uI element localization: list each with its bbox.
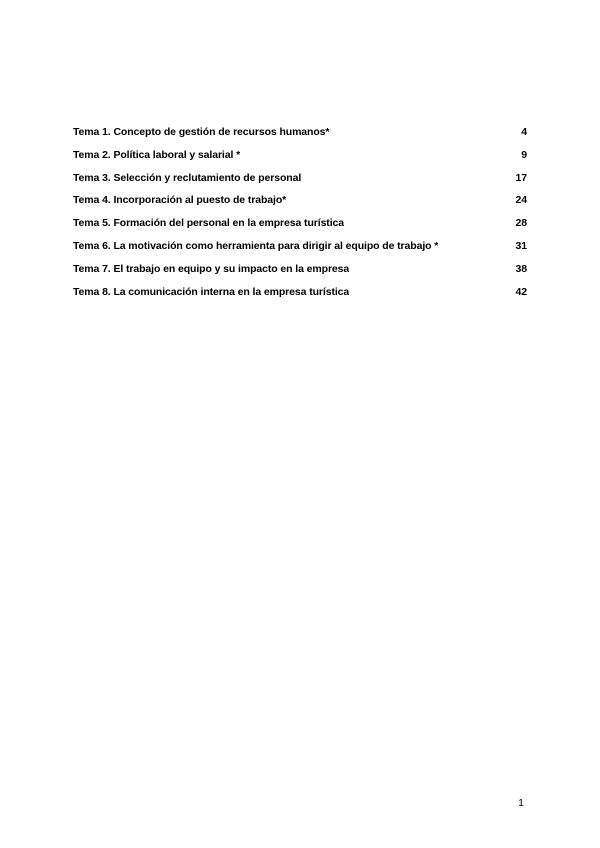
toc-entry-tema-8[interactable] bbox=[73, 286, 527, 309]
toc-entry-page: 9 bbox=[521, 148, 527, 161]
toc-entry-page: 38 bbox=[515, 262, 527, 275]
toc-entry-page: 31 bbox=[515, 239, 527, 252]
toc-entry-title: Tema 1. Concepto de gestión de recursos humanos* bbox=[73, 126, 330, 138]
toc-entry-tema-2[interactable] bbox=[73, 149, 527, 172]
toc-entry-page: 4 bbox=[521, 126, 527, 138]
toc-entry-tema-6[interactable] bbox=[73, 240, 527, 263]
page-number: 1 bbox=[518, 797, 524, 809]
toc-entry-page: 17 bbox=[515, 171, 527, 184]
toc-entry-title: Tema 8. La comunicación interna en la empresa turística bbox=[73, 285, 350, 298]
toc-entry-tema-4[interactable] bbox=[73, 194, 527, 217]
toc-entry-title: Tema 3. Selección y reclutamiento de personal bbox=[73, 171, 302, 184]
toc-entry-title: Tema 2. Política laboral y salarial * bbox=[73, 148, 241, 161]
toc-entry-title: Tema 5. Formación del personal en la empresa turística bbox=[73, 217, 345, 230]
table-of-contents bbox=[73, 126, 527, 308]
toc-entry-title: Tema 4. Incorporación al puesto de trabajo* bbox=[73, 194, 287, 207]
toc-entry-tema-3[interactable] bbox=[73, 172, 527, 195]
toc-entry-page: 28 bbox=[515, 217, 527, 230]
toc-entry-page: 24 bbox=[515, 194, 527, 207]
toc-entry-title: Tema 7. El trabajo en equipo y su impacto en la empresa bbox=[73, 262, 350, 275]
toc-entry-tema-7[interactable] bbox=[73, 263, 527, 286]
toc-entry-title: Tema 6. La motivación como herramienta para dirigir al equipo de trabajo * bbox=[73, 239, 439, 252]
toc-entry-tema-1[interactable] bbox=[73, 126, 527, 149]
toc-entry-tema-5[interactable] bbox=[73, 217, 527, 240]
toc-entry-page: 42 bbox=[515, 285, 527, 298]
